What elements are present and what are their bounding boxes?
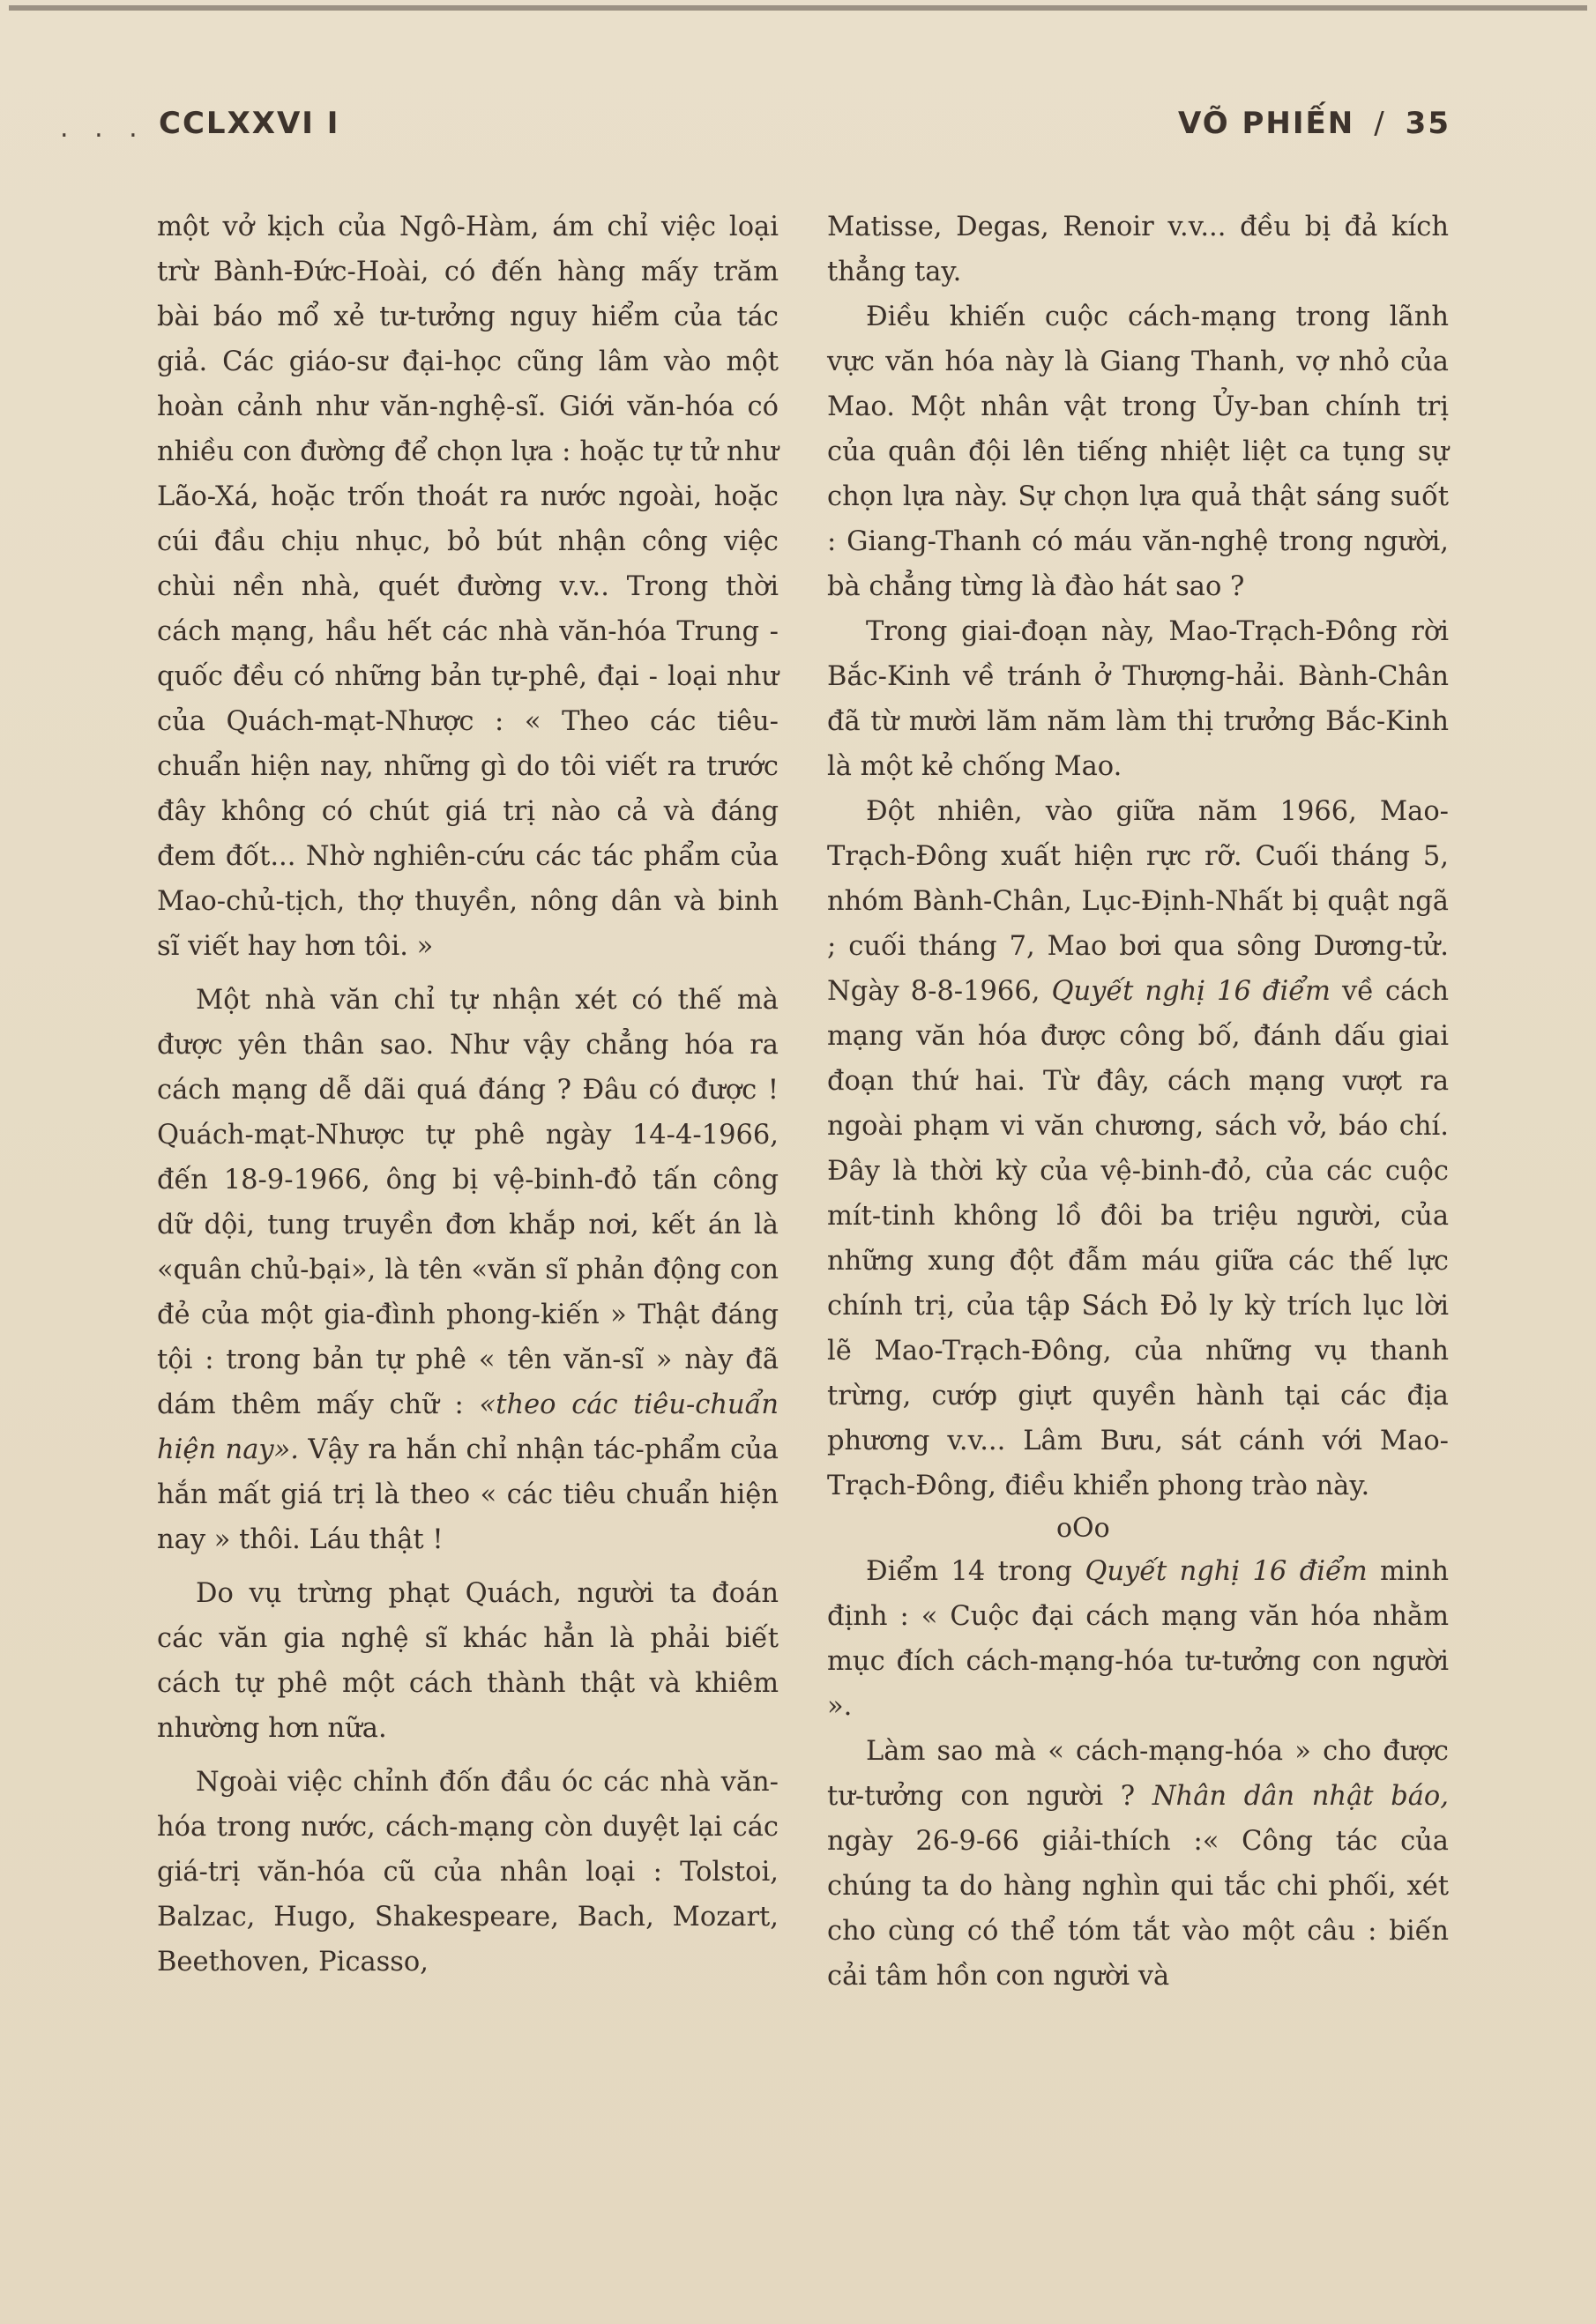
right-paragraph-5-title: Quyết nghị 16 điểm — [1085, 1556, 1368, 1587]
section-ornament: oOo — [1056, 1513, 1110, 1544]
header-author: VÕ PHIẾN — [1178, 106, 1355, 141]
left-paragraph-4: Ngoài việc chỉnh đốn đầu óc các nhà văn-hóa trong nước, cách-mạng còn duyệt lại các giá-trị văn-hóa cũ của nhân loại : Tolstoi, Balzac, Hugo, Shakespeare, Bach, Mozart, Beethoven, Picasso, — [157, 1767, 779, 1978]
right-paragraph-4 — [827, 789, 1449, 1508]
right-paragraph-6 — [827, 1729, 1449, 1999]
right-paragraph-5-text-a: Điểm 14 trong — [866, 1556, 1085, 1587]
right-paragraph-3: Trong giai-đoạn này, Mao-Trạch-Đông rời Bắc-Kinh về tránh ở Thượng-hải. Bành-Chân đã từ mười lăm năm làm thị trưởng Bắc-Kinh là một kẻ chống Mao. — [827, 616, 1449, 782]
left-paragraph-1: một vở kịch của Ngô-Hàm, ám chỉ việc loại trừ Bành-Đức-Hoài, có đến hàng mấy trăm bài báo mổ xẻ tư-tưởng nguy hiểm của tác giả. Các giáo-sư đại-học cũng lâm vào một hoàn cảnh như văn-nghệ-sĩ. Giới văn-hóa có nhiều con đường để chọn lựa : hoặc tự tử như Lão-Xá, hoặc trốn thoát ra nước ngoài, hoặc cúi đầu chịu nhục, bỏ bút nhận công việc chùi nền nhà, quét đường v.v.. Trong thời cách mạng, hầu hết các nhà văn-hóa Trung - quốc đều có những bản tự-phê, đại - loại như của Quách-mạt-Nhược : « Theo các tiêu-chuẩn hiện nay, những gì do tôi viết ra trước đây không có chút giá trị nào cả và đáng đem đốt... Nhờ nghiên-cứu các tác phẩm của Mao-chủ-tịch, thợ thuyền, nông dân và binh sĩ viết hay hơn tôi. » — [157, 212, 779, 962]
running-header — [1178, 106, 1451, 141]
right-paragraph-2: Điều khiến cuộc cách-mạng trong lãnh vực văn hóa này là Giang Thanh, vợ nhỏ của Mao. Một nhân vật trong Ủy-ban chính trị của quân đội lên tiếng nhiệt liệt ca tụng sự chọn lựa này. Sự chọn lựa quả thật sáng suốt : Giang-Thanh có máu văn-nghệ trong người, bà chẳng từng là đào hát sao ? — [827, 302, 1449, 602]
left-paragraph-2-text-b: Vậy ra hắn chỉ nhận tác-phẩm của hắn mất giá trị là theo « các tiêu chuẩn hiện nay » thôi. Láu thật ! — [157, 1434, 779, 1555]
header-section-number: CCLXXVI I — [159, 106, 340, 141]
right-paragraph-5 — [827, 1549, 1449, 1729]
right-column — [827, 205, 1449, 1999]
right-paragraph-4-text-a: Đột nhiên, vào giữa năm 1966, Mao-Trạch-Đông xuất hiện rực rỡ. Cuối tháng 5, nhóm Bành-Chân, Lục-Định-Nhất bị quật ngã ; cuối tháng 7, Mao bơi qua sông Dương-tử. Ngày 8-8-1966, — [827, 796, 1449, 1007]
right-paragraph-6-text-a: Làm sao mà « cách-mạng-hóa » cho được tư-tưởng con người ? — [827, 1736, 1449, 1812]
left-column — [157, 205, 779, 1985]
header-separator: / — [1374, 106, 1386, 141]
top-border — [9, 5, 1587, 11]
right-paragraph-4-title: Quyết nghị 16 điểm — [1051, 976, 1331, 1007]
left-paragraph-3: Do vụ trừng phạt Quách, người ta đoán các văn gia nghệ sĩ khác hẳn là phải biết cách tự phê một cách thành thật và khiêm nhường hơn nữa. — [157, 1578, 779, 1744]
left-paragraph-2 — [157, 978, 779, 1562]
page-number: 35 — [1405, 106, 1451, 141]
right-paragraph-6-text-b: ngày 26-9-66 giải-thích :« Công tác của chúng ta do hàng nghìn qui tắc chi phối, xét cho cùng có thể tóm tắt vào một câu : biến cải tâm hồn con người và — [827, 1826, 1449, 1992]
right-paragraph-4-text-b: về cách mạng văn hóa được công bố, đánh dấu giai đoạn thứ hai. Từ đây, cách mạng vượt ra ngoài phạm vi văn chương, sách vở, báo chí. Đây là thời kỳ của vệ-binh-đỏ, của các cuộc mít-tinh không lồ đôi ba triệu người, của những xung đột đẫm máu giữa các thế lực chính trị, của tập Sách Đỏ ly kỳ trích lục lời lẽ Mao-Trạch-Đông, của những vụ thanh trừng, cướp giựt quyền hành tại các địa phương v.v... Lâm Bưu, sát cánh với Mao-Trạch-Đông, điều khiển phong trào này. — [827, 976, 1449, 1501]
right-paragraph-1: Matisse, Degas, Renoir v.v... đều bị đả kích thẳng tay. — [827, 212, 1449, 287]
left-paragraph-2-text-a: Một nhà văn chỉ tự nhận xét có thế mà được yên thân sao. Như vậy chẳng hóa ra cách mạng dễ dãi quá đáng ? Đâu có được ! Quách-mạt-Nhược tự phê ngày 14-4-1966, đến 18-9-1966, ông bị vệ-binh-đỏ tấn công dữ dội, tung truyền đơn khắp nơi, kết án là «quân chủ-bại», là tên «văn sĩ phản động con đẻ của một gia-đình phong-kiến » Thật đáng tội : trong bản tự phê « tên văn-sĩ » này đã dám thêm mấy chữ : — [157, 985, 779, 1420]
left-paragraph-2-quote: «theo các tiêu-chuẩn hiện nay». — [157, 1389, 779, 1465]
right-paragraph-5-text-b: minh định : « Cuộc đại cách mạng văn hóa nhằm mục đích cách-mạng-hóa tư-tưởng con người ». — [827, 1556, 1449, 1722]
right-paragraph-6-source: Nhân dân nhật báo, — [1152, 1781, 1449, 1812]
header-dots: . . . — [60, 113, 146, 144]
